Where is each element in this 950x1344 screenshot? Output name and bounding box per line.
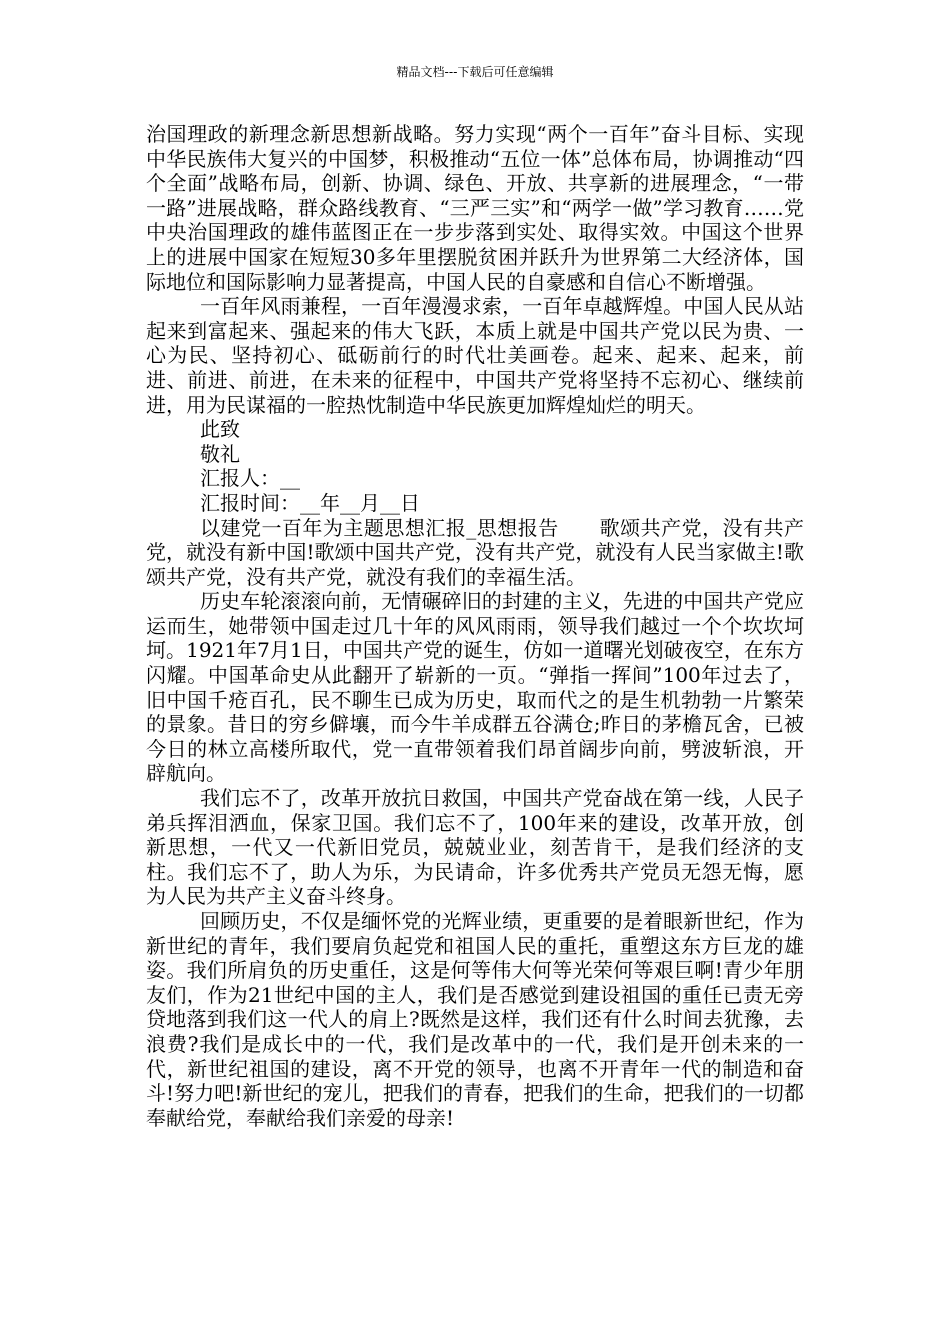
- regards: 敬礼: [200, 441, 240, 466]
- page-header: 精品文档---下载后可任意编辑: [396, 65, 554, 79]
- paragraph-1: 治国理政的新理念新思想新战略。努力实现“两个一百年”奋斗目标、实现中华民族伟大复兴的中国梦，积极推动“五位一体”总体布局，协调推动“四个全面”战略布局，创新、协调、绿色、开放、共享新的进展理念，“一带一路”进展战略，群众路线教育、“三严三实”和“两学一做”学习教育……党中央治国理政的雄伟蓝图正在一步步落到实处、取得实效。中国这个世界上的进展中国家在短短30多年里摆脱贫困并跃升为世界第二大经济体，国际地位和国际影响力显著提高，中国人民的自豪感和自信心不断增强。: [146, 122, 804, 294]
- paragraph-2: 一百年风雨兼程，一百年漫漫求索，一百年卓越辉煌。中国人民从站起来到富起来、强起来的伟大飞跃，本质上就是中国共产党以民为贵、一心为民、坚持初心、砥砺前行的时代壮美画卷。起来、起来、起来，前进、前进、前进，在未来的征程中，中国共产党将坚持不忘初心、继续前进，用为民谋福的一腔热忱制造中华民族更加辉煌灿烂的明天。: [146, 294, 804, 417]
- second-article-intro: 以建党一百年为主题思想汇报_思想报告 歌颂共产党，没有共产党，就没有新中国!歌颂中国共产党，没有共产党，就没有人民当家做主!歌颂共产党，没有共产党，就没有我们的幸福生活。: [146, 515, 804, 589]
- document-body: [146, 122, 804, 1130]
- second-article-history: 历史车轮滚滚向前，无情碾碎旧的封建的主义，先进的中国共产党应运而生，她带领中国走过几十年的风风雨雨，领导我们越过一个个坎坎坷坷。1921年7月1日，中国共产党的诞生，仿如一道曙光划破夜空，在东方闪耀。中国革命史从此翻开了崭新的一页。“弹指一挥间”100年过去了，旧中国千疮百孔，民不聊生已成为历史，取而代之的是生机勃勃一片繁荣的景象。昔日的穷乡僻壤，而今牛羊成群五谷满仓;昨日的茅檐瓦舍，已被今日的林立高楼所取代，党一直带领着我们昂首阔步向前，劈波斩浪，开辟航向。: [146, 589, 804, 786]
- second-article-remember: 我们忘不了，改革开放抗日救国，中国共产党奋战在第一线，人民子弟兵挥泪洒血，保家卫国。我们忘不了，100年来的建设，改革开放，创新思想，一代又一代新旧党员，兢兢业业，刻苦肯干，是我们经济的支柱。我们忘不了，助人为乐，为民请命，许多优秀共产党员无怨无悔，愿为人民为共产主义奋斗终身。: [146, 786, 804, 909]
- report-time-line: 汇报时间：__年__月__日: [200, 490, 420, 515]
- second-article-review: 回顾历史，不仅是缅怀党的光辉业绩，更重要的是着眼新世纪，作为新世纪的青年，我们要肩负起党和祖国人民的重托，重塑这东方巨龙的雄姿。我们所肩负的历史重任，这是何等伟大何等光荣何等艰巨啊!青少年朋友们，作为21世纪中国的主人，我们是否感觉到建设祖国的重任已责无旁贷地落到我们这一代人的肩上?既然是这样，我们还有什么时间去犹豫，去浪费?我们是成长中的一代，我们是改革中的一代，我们是开创未来的一代，新世纪祖国的建设，离不开党的领导，也离不开青年一代的制造和奋斗!努力吧!新世纪的宠儿，把我们的青春，把我们的生命，把我们的一切都奉献给党，奉献给我们亲爱的母亲!: [146, 909, 804, 1130]
- salutation: 此致: [200, 417, 240, 442]
- reporter-line: 汇报人：__: [200, 466, 300, 491]
